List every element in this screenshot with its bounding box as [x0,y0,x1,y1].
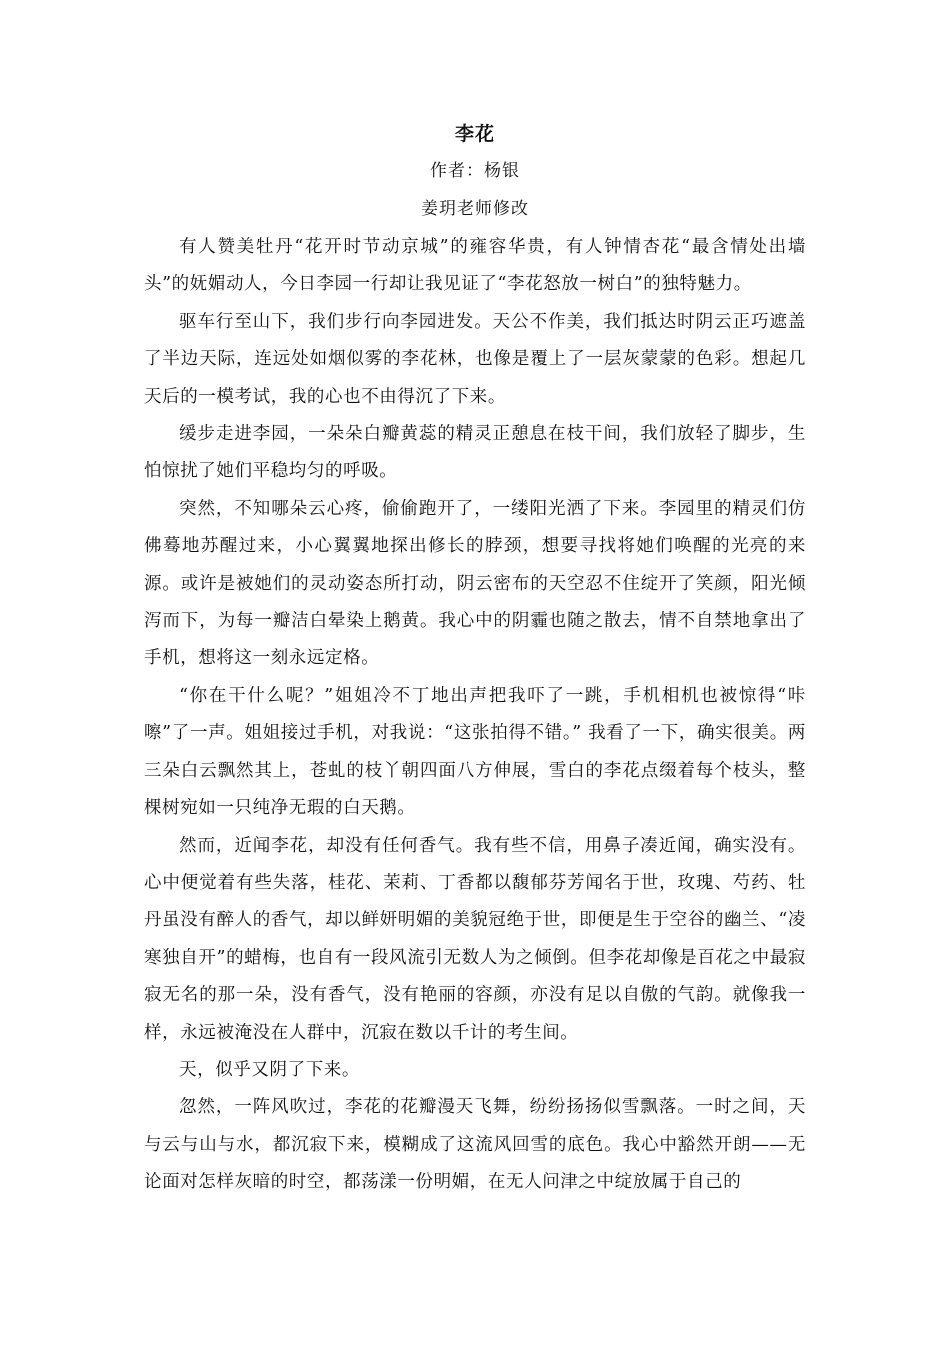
paragraph-2: 驱车行至山下，我们步行向李园进发。天公不作美，我们抵达时阴云正巧遮盖了半边天际，连远处如烟似雾的李花林，也像是覆上了一层灰蒙蒙的色彩。想起几天后的一模考试，我的心也不由得沉了下来。 [144,311,806,407]
paragraph-7: 天，似乎又阴了下来。 [179,1059,360,1080]
paragraph-4: 突然，不知哪朵云心疼，偷偷跑开了，一缕阳光洒了下来。李园里的精灵们仿佛蓦地苏醒过来，小心翼翼地探出修长的脖颈，想要寻找将她们唤醒的光亮的来源。或许是被她们的灵动姿态所打动，阴云密布的天空忍不住绽开了笑颜，阳光倾泻而下，为每一瓣洁白晕染上鹅黄。我心中的阴霾也随之散去，情不自禁地拿出了手机，想将这一刻永远定格。 [144,498,806,669]
paragraph-8: 忽然，一阵风吹过，李花的花瓣漫天飞舞，纷纷扬扬似雪飘落。一时之间，天与云与山与水，都沉寂下来，模糊成了这流风回雪的底色。我心中豁然开朗——无论面对怎样灰暗的时空，都荡漾一份明媚，在无人问津之中绽放属于自己的 [144,1097,806,1193]
document-title: 李花 [454,123,495,145]
author-line: 作者：杨银 [430,161,520,181]
paragraph-6: 然而，近闻李花，却没有任何香气。我有些不信，用鼻子凑近闻，确实没有。心中便觉着有些失落，桂花、茉莉、丁香都以馥郁芬芳闻名于世，玫瑰、芍药、牡丹虽没有醉人的香气，却以鲜妍明媚的美貌冠绝于世，即便是生于空谷的幽兰、“凌寒独自开”的蜡梅，也自有一段风流引无数人为之倾倒。但李花却像是百花之中最寂寂无名的那一朵，没有香气，没有艳丽的容颜，亦没有足以自傲的气韵。就像我一样，永远被淹没在人群中，沉寂在数以千计的考生间。 [144,835,806,1043]
article-body [144,229,806,1229]
paragraph-3: 缓步走进李园，一朵朵白瓣黄蕊的精灵正憩息在枝干间，我们放轻了脚步，生怕惊扰了她们平稳均匀的呼吸。 [144,424,806,482]
paragraph-5: “你在干什么呢？”姐姐冷不丁地出声把我吓了一跳，手机相机也被惊得“咔嚓”了一声。姐姐接过手机，对我说：“这张拍得不错。” 我看了一下，确实很美。两三朵白云飘然其上，苍虬的枝丫朝四面八方伸展，雪白的李花点缀着每个枝头，整棵树宛如一只纯净无瑕的白天鹅。 [144,685,806,819]
paragraph-1: 有人赞美牡丹“花开时节动京城”的雍容华贵，有人钟情杏花“最含情处出墙头”的妩媚动人，今日李园一行却让我见证了“李花怒放一树白”的独特魅力。 [144,237,806,295]
reviser-line: 姜玥老师修改 [421,199,529,219]
